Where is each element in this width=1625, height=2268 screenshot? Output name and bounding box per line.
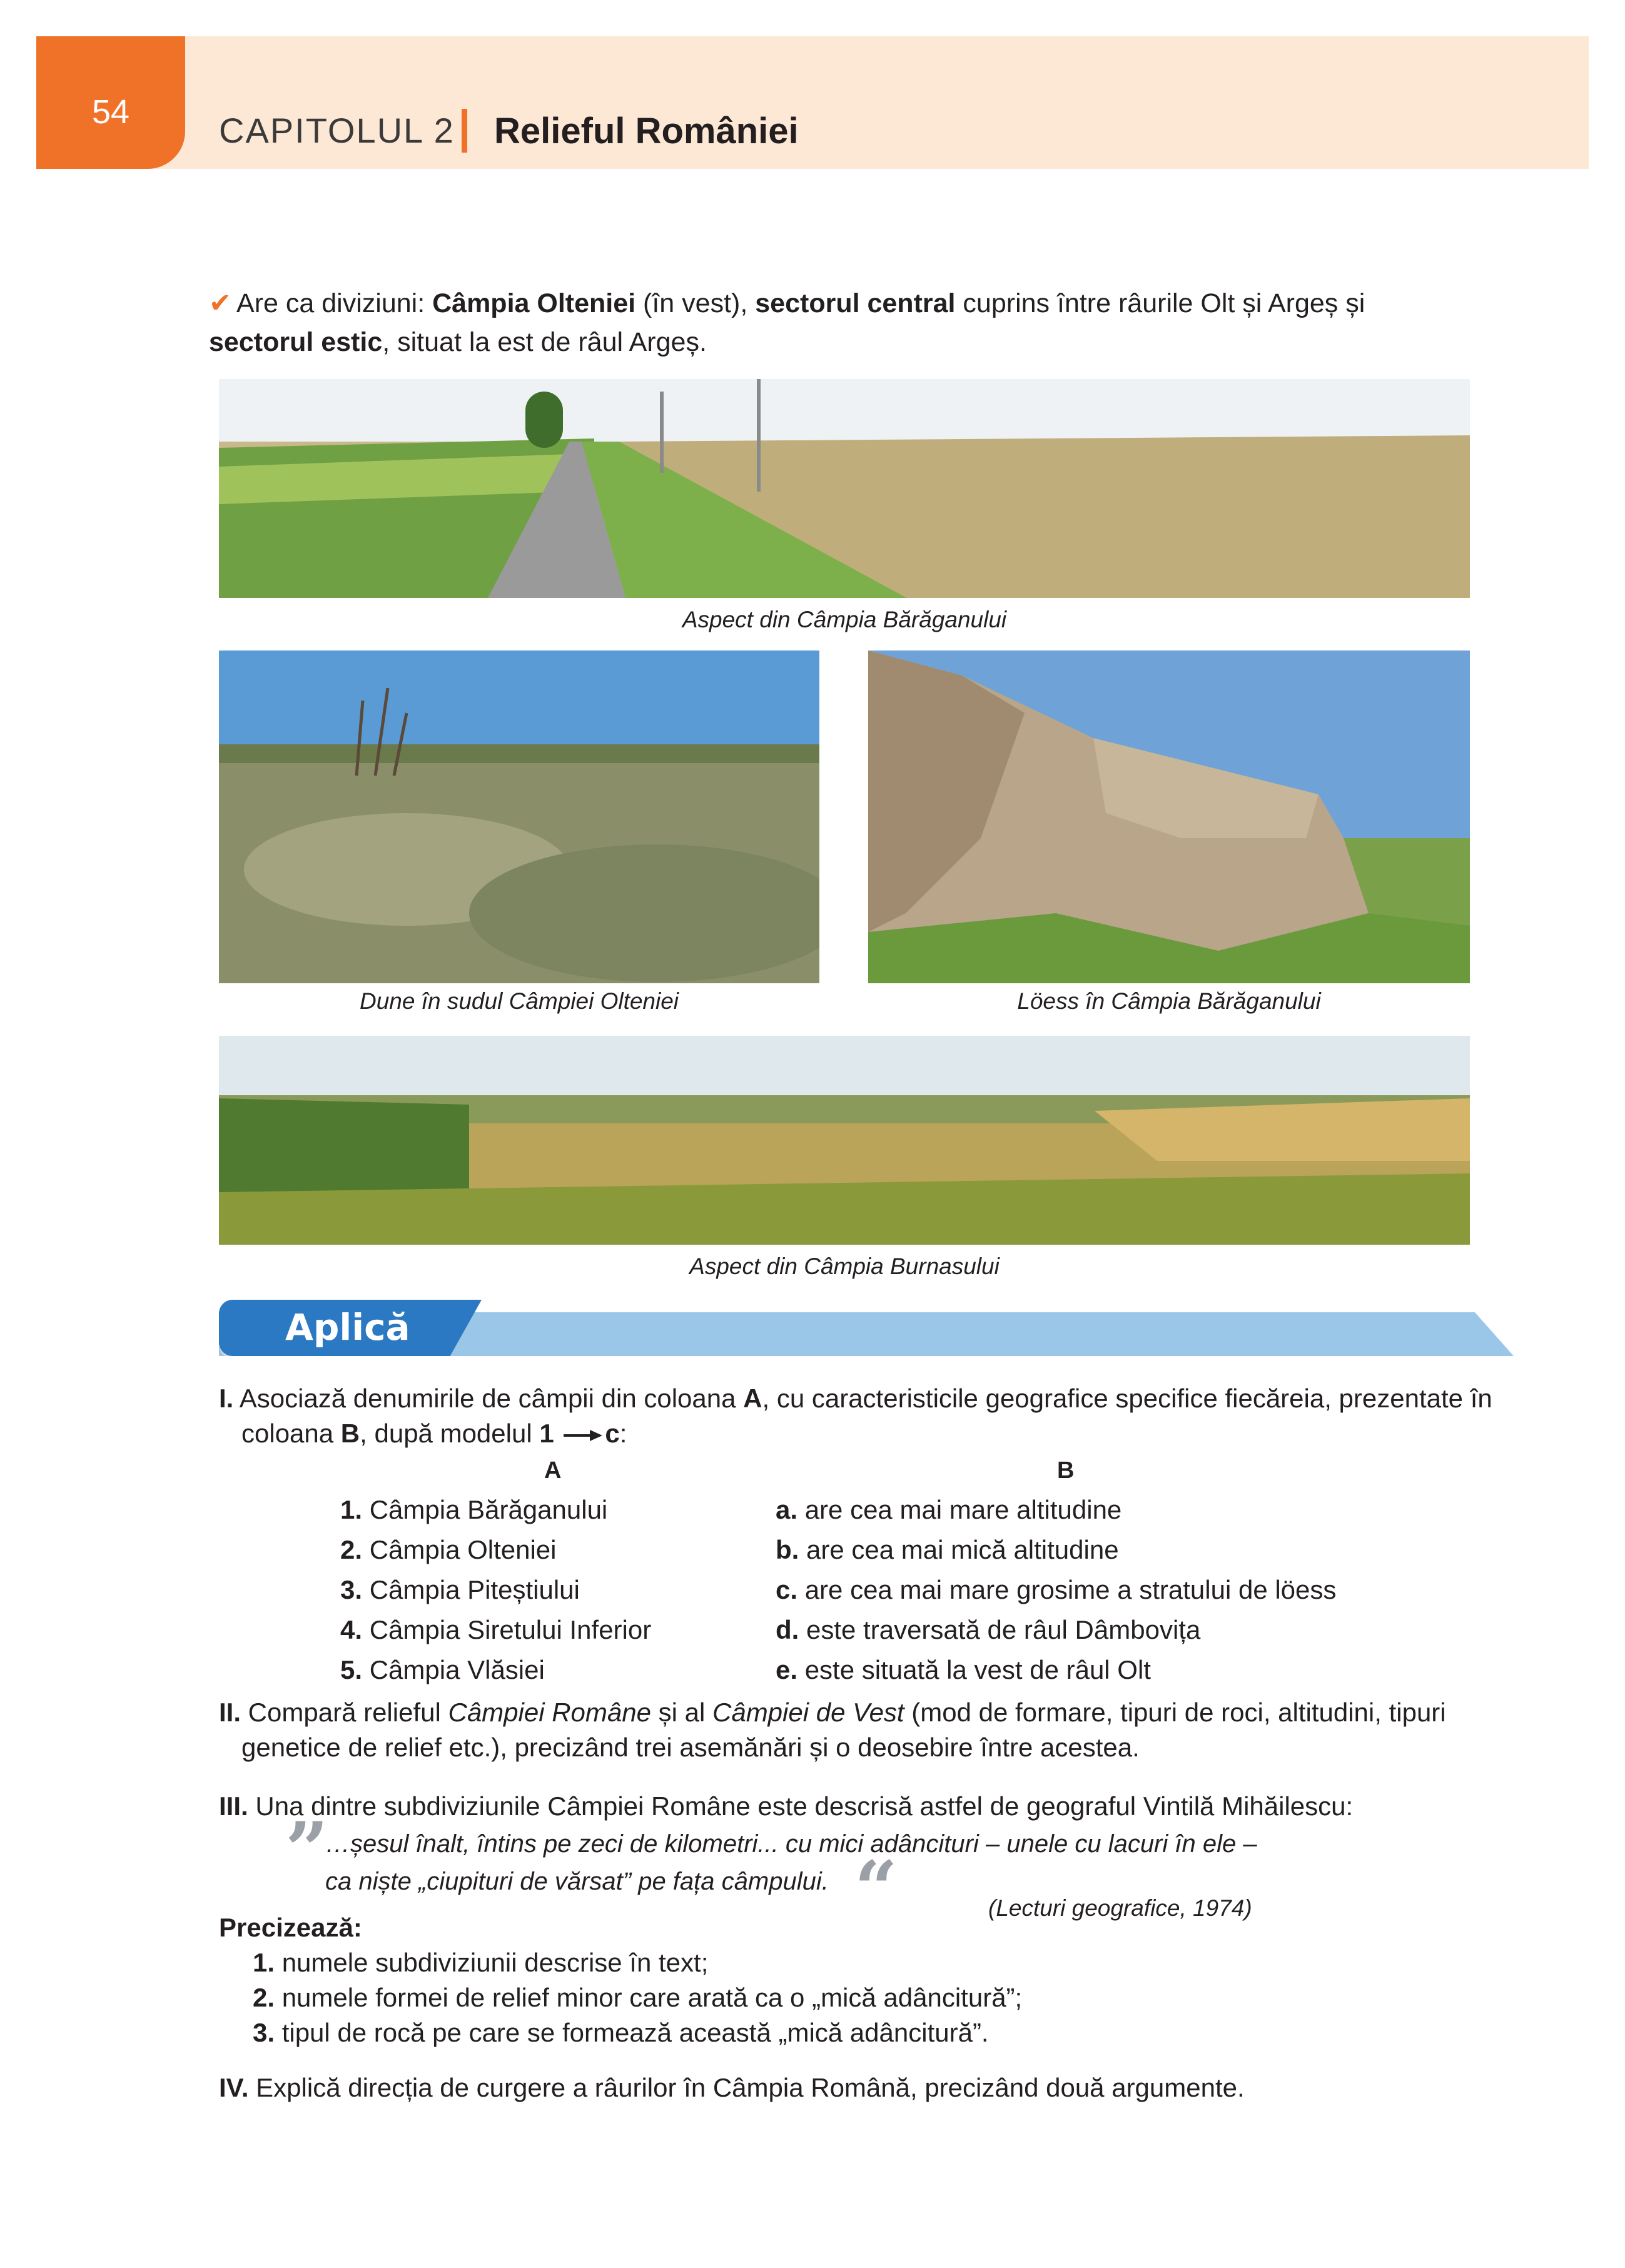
arrow-icon (561, 1428, 605, 1443)
exercise-2: II. Compară relieful Câmpiei Române și al Câmpiei de Vest (mod de formare, tipuri de roci, altitudini, tipuri genetice de relief etc.), precizând trei asemănări și o deosebire între acestea. (219, 1698, 1446, 1762)
chapter-title: Relieful României (494, 111, 799, 151)
chapter-separator (462, 109, 467, 153)
precizeaza-item: 3. tipul de rocă pe care se formează această „mică adâncitură”. (253, 2018, 989, 2047)
column-b-item: e. este situată la vest de râul Olt (776, 1655, 1151, 1684)
exercise-3: III. Una dintre subdiviziunile Câmpiei Române este descrisă astfel de geograful Vintilă Mihăilescu: (219, 1791, 1354, 1821)
column-a-item: 5. Câmpia Vlăsiei (340, 1655, 545, 1684)
quote-line-2: ca niște „ciupituri de vărsat” pe fața câmpului. (325, 1868, 829, 1895)
column-a-item: 1. Câmpia Bărăganului (340, 1495, 608, 1524)
precizeaza-label: Precizează: (219, 1913, 362, 1942)
column-b-item: b. are cea mai mică altitudine (776, 1535, 1119, 1564)
column-a-item: 2. Câmpia Olteniei (340, 1535, 557, 1564)
precizeaza-item: 1. numele subdiviziunii descrise în text; (253, 1948, 709, 1977)
column-b-header: B (1057, 1457, 1075, 1484)
quote-line-1: …șesul înalt, întins pe zeci de kilometri... cu mici adâncituri – unele cu lacuri în ele – (325, 1830, 1257, 1858)
exercise-4: IV. Explică direcția de curgere a râurilor în Câmpia Română, precizând două argumente. (219, 2073, 1245, 2102)
column-a-header: A (544, 1457, 562, 1484)
quote-open-icon: ” (285, 1806, 329, 1894)
caption-baragan-aspect: Aspect din Câmpia Bărăganului (682, 607, 1007, 632)
chapter-label: CAPITOLUL 2 (219, 111, 455, 150)
photo-dune-oltenia (219, 651, 819, 983)
caption-loess-baragan: Löess în Câmpia Bărăganului (1017, 988, 1321, 1014)
photo-burnas-aspect (219, 1036, 1470, 1245)
caption-dune-oltenia: Dune în sudul Câmpiei Olteniei (359, 988, 679, 1014)
photo-loess-baragan (868, 651, 1470, 983)
column-b-item: d. este traversată de râul Dâmbovița (776, 1615, 1201, 1644)
aplica-label: Aplică (285, 1306, 410, 1349)
column-a-item: 3. Câmpia Piteștiului (340, 1575, 580, 1604)
exercise-1-instruction: I. Asociază denumirile de câmpii din coloana A, cu caracteristicile geografice specifice fiecăreia, prezentate în coloana B, după modelul 1 c: (219, 1384, 1492, 1448)
caption-burnas-aspect: Aspect din Câmpia Burnasului (689, 1253, 1000, 1279)
checkmark-icon: ✔ (209, 288, 232, 318)
division-bullet: ✔ Are ca diviziuni: Câmpia Olteniei (în vest), sectorul central cuprins între râurile Olt și Argeș și sectorul estic, situat la est de râul Argeș. (209, 288, 1365, 357)
column-b-item: c. are cea mai mare grosime a stratului de löess (776, 1575, 1337, 1604)
photo-baragan-aspect (219, 379, 1470, 598)
quote-source: (Lecturi geografice, 1974) (988, 1895, 1252, 1921)
column-b-item: a. are cea mai mare altitudine (776, 1495, 1122, 1524)
precizeaza-item: 2. numele formei de relief minor care arată ca o „mică adâncitură”; (253, 1983, 1023, 2012)
page-number: 54 (36, 36, 185, 169)
column-a-item: 4. Câmpia Siretului Inferior (340, 1615, 652, 1644)
quote-close-icon: “ (854, 1845, 898, 1933)
